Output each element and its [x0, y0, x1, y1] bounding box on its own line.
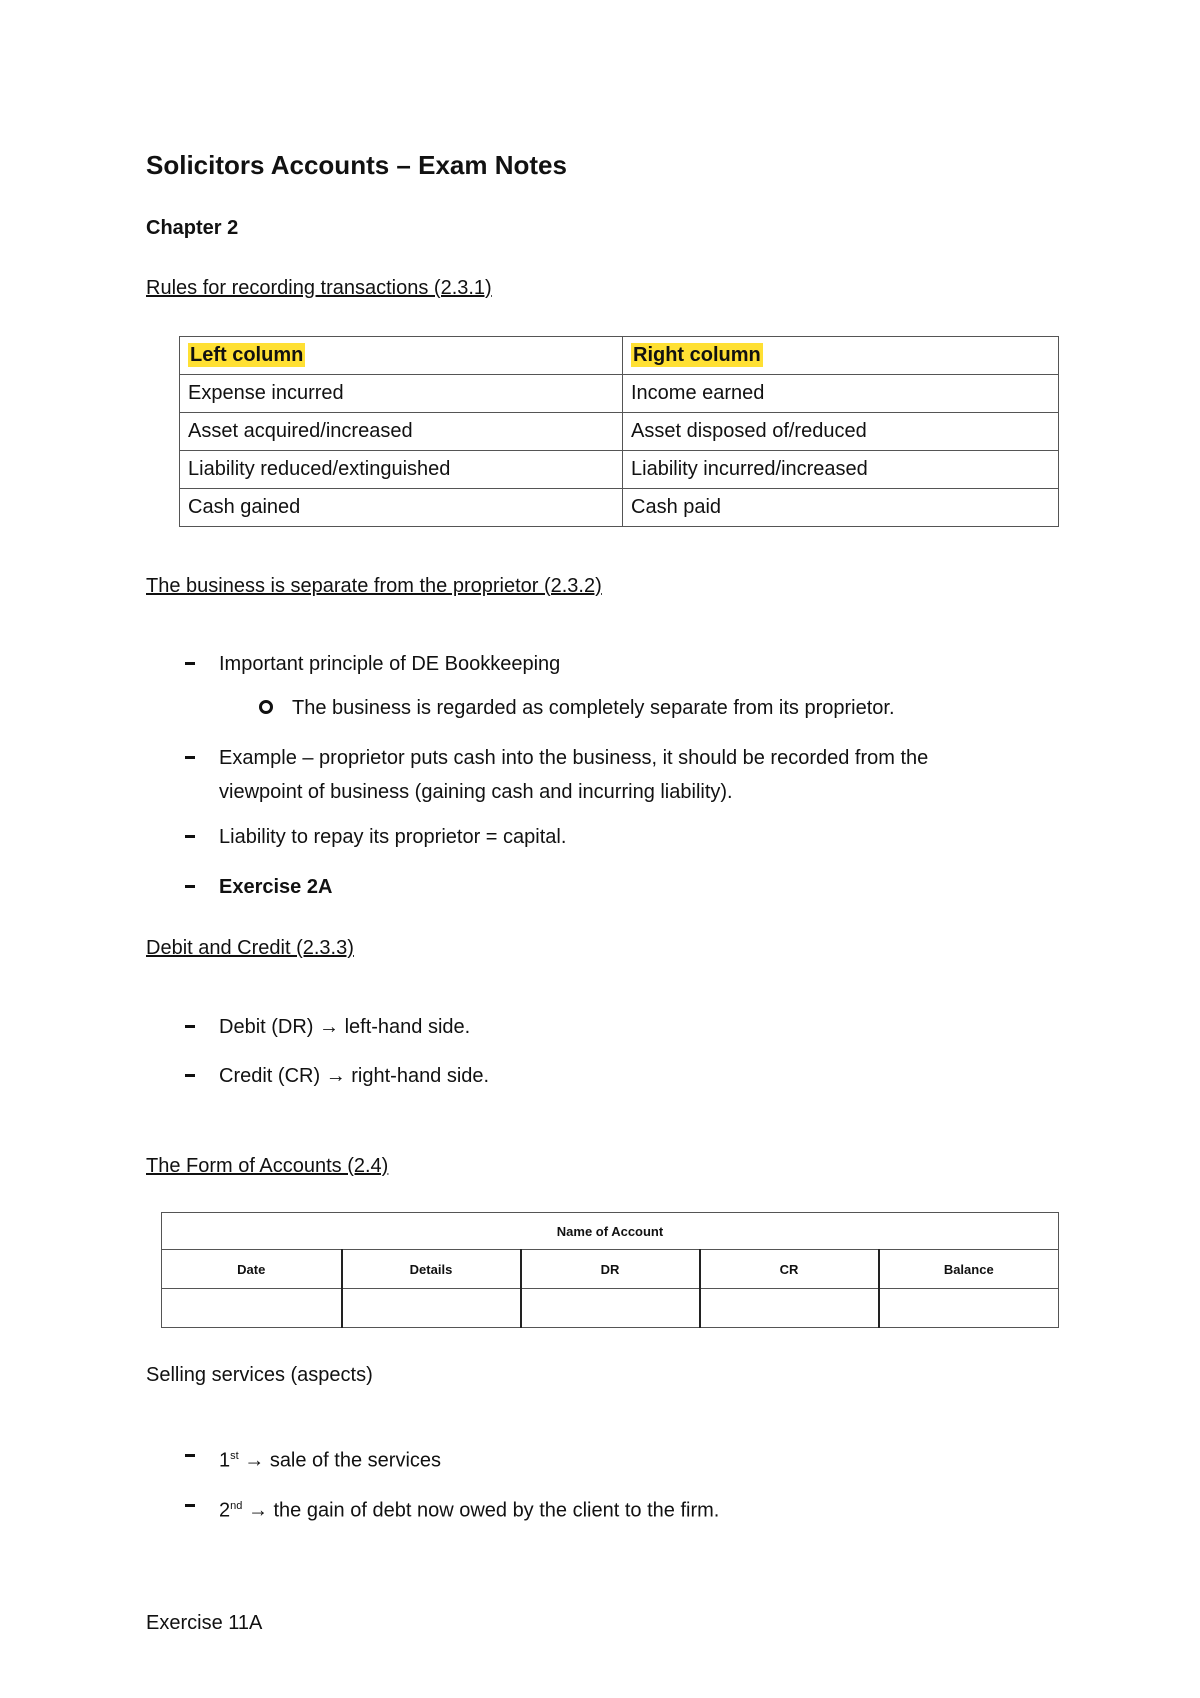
document-title: Solicitors Accounts – Exam Notes	[146, 150, 567, 180]
column-header-details: Details	[342, 1250, 521, 1289]
arrow-right-icon: →	[319, 1016, 340, 1038]
dash-bullet-icon	[185, 835, 195, 838]
account-name-header: Name of Account	[162, 1213, 1059, 1250]
table-row	[180, 451, 1059, 489]
empty-cell	[521, 1289, 700, 1328]
list-item: The business is regarded as completely separate from its proprietor.	[292, 697, 895, 719]
arrow-right-icon: →	[247, 1499, 268, 1522]
arrow-right-icon: →	[325, 1065, 346, 1087]
table-cell: Asset acquired/increased	[180, 413, 623, 451]
table-row	[180, 375, 1059, 413]
list-item: 2nd → the gain of debt now owed by the client to the firm.	[219, 1499, 720, 1522]
list-item: Example – proprietor puts cash into the business, it should be recorded from the	[219, 747, 929, 769]
dash-bullet-icon	[185, 1504, 195, 1507]
table-row	[180, 413, 1059, 451]
list-item: Important principle of DE Bookkeeping	[219, 653, 561, 675]
table-row	[162, 1250, 1059, 1289]
dash-bullet-icon	[185, 756, 195, 759]
dash-bullet-icon	[185, 885, 195, 888]
debit-credit-heading: Debit and Credit (2.3.3)	[146, 937, 354, 959]
list-item: 1st → sale of the services	[219, 1449, 442, 1472]
account-form-table	[161, 1212, 1059, 1328]
table-cell: Income earned	[623, 375, 1059, 413]
table-cell: Cash gained	[180, 489, 623, 527]
table-cell: Liability incurred/increased	[623, 451, 1059, 489]
table-row	[162, 1289, 1059, 1328]
separate-heading: The business is separate from the proprietor (2.3.2)	[146, 575, 602, 597]
list-item: Credit (CR) → right-hand side.	[219, 1065, 490, 1087]
circle-bullet-icon	[259, 700, 273, 714]
dash-bullet-icon	[185, 1454, 195, 1457]
rules-heading: Rules for recording transactions (2.3.1)	[146, 277, 492, 299]
empty-cell	[342, 1289, 521, 1328]
arrow-right-icon: →	[244, 1449, 265, 1472]
dash-bullet-icon	[185, 1074, 195, 1077]
column-header-dr: DR	[521, 1250, 700, 1289]
column-header-date: Date	[162, 1250, 342, 1289]
table-header-cell: Right column	[623, 337, 1059, 375]
table-cell: Cash paid	[623, 489, 1059, 527]
table-row	[162, 1213, 1059, 1250]
list-item: Exercise 2A	[219, 876, 333, 898]
table-row	[180, 337, 1059, 375]
table-cell: Expense incurred	[180, 375, 623, 413]
dash-bullet-icon	[185, 1025, 195, 1028]
column-header-cr: CR	[700, 1250, 879, 1289]
table-row	[180, 489, 1059, 527]
table-header-cell: Left column	[180, 337, 623, 375]
empty-cell	[700, 1289, 879, 1328]
column-header-balance: Balance	[879, 1250, 1059, 1289]
list-item: Liability to repay its proprietor = capital.	[219, 826, 567, 848]
empty-cell	[879, 1289, 1059, 1328]
footer-exercise: Exercise 11A	[146, 1612, 263, 1634]
dash-bullet-icon	[185, 662, 195, 665]
table-cell: Liability reduced/extinguished	[180, 451, 623, 489]
empty-cell	[162, 1289, 342, 1328]
selling-heading: Selling services (aspects)	[146, 1364, 373, 1386]
list-item: Debit (DR) → left-hand side.	[219, 1016, 471, 1038]
rules-table	[179, 336, 1059, 527]
chapter-heading: Chapter 2	[146, 217, 239, 239]
list-item-continuation: viewpoint of business (gaining cash and incurring liability).	[219, 781, 733, 803]
form-accounts-heading: The Form of Accounts (2.4)	[146, 1155, 389, 1177]
table-cell: Asset disposed of/reduced	[623, 413, 1059, 451]
